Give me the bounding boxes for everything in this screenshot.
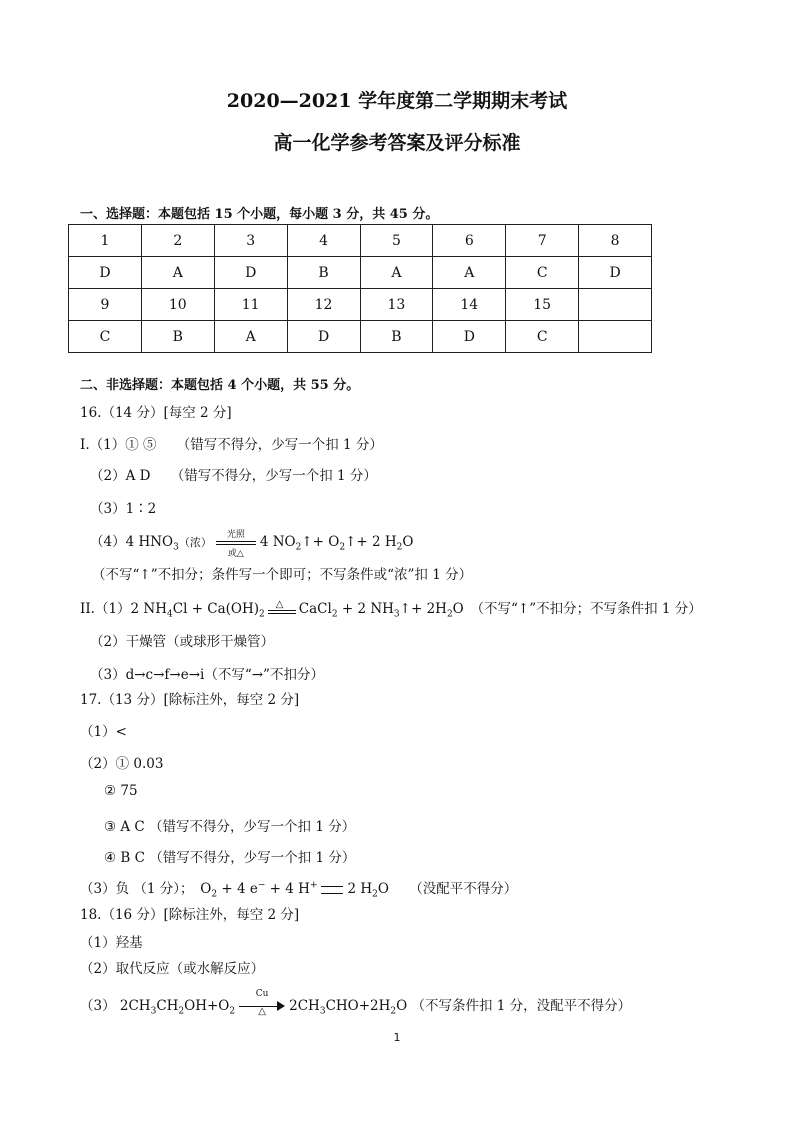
answer-table-cell: B <box>141 321 214 353</box>
section-1-heading: 一、选择题：本题包括 15 个小题，每小题 3 分，共 45 分。 <box>80 207 439 222</box>
answer-table-cell: A <box>214 321 287 353</box>
equal-sign <box>321 886 343 894</box>
answer-table-cell <box>579 321 652 353</box>
q17-3-equation: （3）负 （1 分）； $O_2 + 4$ e− + 4 H+ 2 $H_2O$ （没配平不得分） <box>80 880 518 900</box>
q17-2-4: ④ B C （错写不得分，少写一个扣 1 分） <box>104 850 356 866</box>
answer-table-cell: 12 <box>287 289 360 321</box>
answer-table-cell: D <box>214 257 287 289</box>
answer-table-row <box>69 257 652 289</box>
answer-key-title: 高一化学参考答案及评分标准 <box>273 132 521 154</box>
answer-table-row <box>69 225 652 257</box>
answer-table-cell: D <box>69 257 142 289</box>
q17-2-1: （2）① 0.03 <box>80 756 164 772</box>
q16-i-2: （2）A D （错写不得分，少写一个扣 1 分） <box>90 468 377 484</box>
q16-i-1: I.（1）① ⑤ （错写不得分，少写一个扣 1 分） <box>80 437 383 453</box>
answer-table-cell: 5 <box>360 225 433 257</box>
answer-table-cell: C <box>506 257 579 289</box>
q16-ii-3: （3）d→c→f→e→i（不写“→”不扣分） <box>90 667 324 683</box>
answer-table-cell: 2 <box>141 225 214 257</box>
q16-ii-1-equation: II.（1）2 $NH_4Cl + Ca(OH)_2$ △ CaCl$_2$ + 2 $NH_3↑+ 2H_2O$ （不写“↑”不扣分；不写条件扣 1 分） <box>80 598 702 620</box>
answer-table-cell: D <box>433 321 506 353</box>
section-2-heading: 二、非选择题：本题包括 4 个小题，共 55 分。 <box>80 378 360 393</box>
answer-table-cell: 4 <box>287 225 360 257</box>
answer-table <box>68 224 652 353</box>
answer-table-cell: C <box>69 321 142 353</box>
q18-header: 18.（16 分）[除标注外，每空 2 分] <box>80 907 300 923</box>
q18-1: （1）羟基 <box>80 935 143 951</box>
answer-table-cell: 7 <box>506 225 579 257</box>
answer-table-cell <box>579 289 652 321</box>
q17-2-2: ② 75 <box>104 783 138 799</box>
answer-table-row <box>69 321 652 353</box>
reaction-arrow: Cu △ <box>239 997 285 1017</box>
answer-table-cell: 13 <box>360 289 433 321</box>
q16-i-4-note: （不写“↑”不扣分；条件写一个即可；不写条件或“浓”扣 1 分） <box>92 567 473 583</box>
q17-2-3: ③ A C （错写不得分，少写一个扣 1 分） <box>104 819 356 835</box>
answer-table-cell: A <box>360 257 433 289</box>
page-number: 1 <box>393 1031 401 1044</box>
answer-table-cell: 11 <box>214 289 287 321</box>
answer-table-cell: B <box>287 257 360 289</box>
answer-table-cell: A <box>141 257 214 289</box>
q17-header: 17.（13 分）[除标注外，每空 2 分] <box>80 692 300 708</box>
answer-table-cell: 10 <box>141 289 214 321</box>
q16-i-3: （3）1∶2 <box>90 501 157 517</box>
answer-table-cell: A <box>433 257 506 289</box>
answer-table-cell: D <box>579 257 652 289</box>
q16-i-4-equation: （4）4 $HNO_3$（浓） 光照 或△ 4 $NO_2↑+$ $O_2↑+ 2$ $H_2O$ <box>90 529 414 559</box>
heat-condition: △ <box>268 601 296 619</box>
q17-1: （1）< <box>80 724 127 740</box>
answer-table-cell: B <box>360 321 433 353</box>
q16-ii-2: （2）干燥管（或球形干燥管） <box>90 634 275 650</box>
answer-table-cell: C <box>506 321 579 353</box>
answer-table-cell: 14 <box>433 289 506 321</box>
answer-table-row <box>69 289 652 321</box>
reaction-condition: 光照 或△ <box>216 533 256 553</box>
answer-table-cell: 6 <box>433 225 506 257</box>
q18-3-equation: （3） $2CH_3CH_2OH+O_2$ Cu △ $2CH_3CHO+2H_2O$ （不写条件扣 1 分，没配平不得分） <box>80 988 632 1017</box>
answer-table-cell: 1 <box>69 225 142 257</box>
q18-2: （2）取代反应（或水解反应） <box>80 961 265 977</box>
answer-table-cell: D <box>287 321 360 353</box>
answer-table-cell: 9 <box>69 289 142 321</box>
answer-table-cell: 3 <box>214 225 287 257</box>
q16-header: 16.（14 分）[每空 2 分] <box>80 405 232 421</box>
answer-table-cell: 8 <box>579 225 652 257</box>
answer-table-cell: 15 <box>506 289 579 321</box>
exam-title: 2020—2021 学年度第二学期期末考试 <box>226 90 568 112</box>
